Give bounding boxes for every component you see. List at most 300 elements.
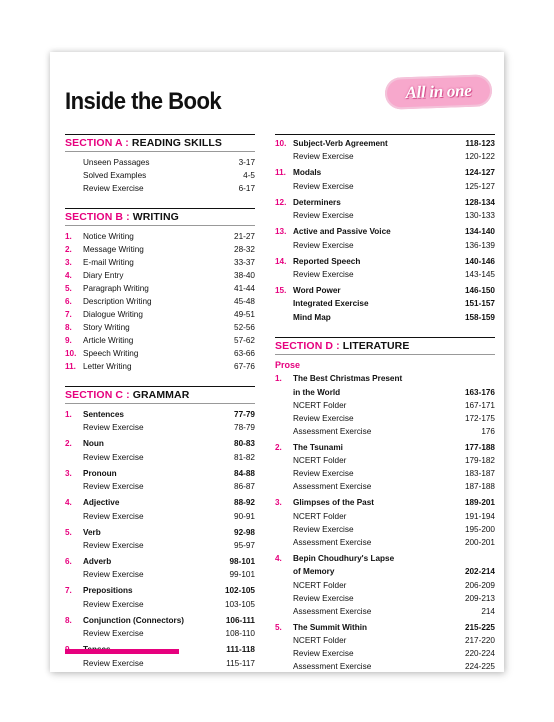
book-page xyxy=(50,52,504,672)
entry-pages: 103-105 xyxy=(224,599,255,609)
entry-number: 1. xyxy=(65,232,72,241)
entry-pages: 151-157 xyxy=(464,299,495,309)
entry-title: Review Exercise xyxy=(83,658,144,668)
entry-pages: 81-82 xyxy=(234,452,255,462)
entry-pages: 41-44 xyxy=(234,284,255,293)
entry-number: 4. xyxy=(65,498,72,508)
entry-pages: 95-97 xyxy=(234,541,255,551)
toc-entry xyxy=(65,467,255,480)
toc-entry xyxy=(275,579,495,592)
entry-pages: 57-62 xyxy=(234,336,255,345)
entry-title: Adjective xyxy=(83,498,120,508)
toc-entry xyxy=(275,399,495,412)
section-title: READING SKILLS xyxy=(128,137,222,149)
entry-pages: 167-171 xyxy=(464,401,495,411)
entry-title: Review Exercise xyxy=(293,593,354,603)
entry-number xyxy=(275,647,293,660)
entry-title: NCERT Folder xyxy=(293,636,347,646)
entry-title: Review Exercise xyxy=(293,240,354,250)
entry-title: Notice Writing xyxy=(83,232,134,241)
toc-entry xyxy=(275,150,495,163)
toc-group xyxy=(65,526,255,552)
entry-pages: 49-51 xyxy=(234,310,255,319)
toc-entry xyxy=(65,421,255,434)
toc-entry xyxy=(65,269,255,282)
toc-entry xyxy=(65,256,255,269)
entry-number xyxy=(275,180,293,193)
entry-pages: 217-220 xyxy=(464,636,495,646)
toc-entry xyxy=(65,182,255,195)
entry-title: Modals xyxy=(293,168,322,178)
toc-entry xyxy=(275,621,495,634)
toc-entry xyxy=(65,526,255,539)
toc-entry xyxy=(65,555,255,568)
toc-group xyxy=(275,372,495,438)
toc-entry xyxy=(275,552,495,565)
toc-entry xyxy=(275,386,495,399)
section-heading xyxy=(275,337,495,355)
entry-number: 10. xyxy=(65,349,77,358)
entry-pages: 77-79 xyxy=(234,410,255,419)
entry-pages: 183-187 xyxy=(464,469,495,479)
toc-entry xyxy=(275,425,495,438)
section-label: SECTION C : xyxy=(65,389,130,401)
entry-pages: 45-48 xyxy=(234,297,255,306)
entry-number: 15. xyxy=(275,286,287,296)
entry-pages: 63-66 xyxy=(234,349,255,358)
entry-number xyxy=(275,536,293,549)
entry-title: Review Exercise xyxy=(83,541,144,551)
toc-entry xyxy=(65,598,255,611)
entry-title: Bepin Choudhury's Lapse xyxy=(293,553,395,563)
entry-title: The Summit Within xyxy=(293,622,368,632)
entry-pages: 120-122 xyxy=(464,152,495,162)
toc-entry xyxy=(275,634,495,647)
toc-group xyxy=(65,467,255,493)
toc-entry xyxy=(275,268,495,281)
toc-entry xyxy=(65,243,255,256)
entry-pages: 134-140 xyxy=(464,227,495,237)
entry-pages: 146-150 xyxy=(464,286,495,296)
entry-title: Unseen Passages xyxy=(83,158,150,167)
entry-title: The Best Christmas Present xyxy=(293,374,403,384)
entry-title: Reported Speech xyxy=(293,256,361,266)
entry-pages: 115-117 xyxy=(226,658,255,668)
entry-pages: 108-110 xyxy=(225,629,255,639)
entry-number xyxy=(275,523,293,536)
entry-title: Description Writing xyxy=(83,297,152,306)
toc-group xyxy=(275,284,495,324)
entry-number: 11. xyxy=(275,168,286,178)
entry-number xyxy=(275,579,293,592)
toc-entry xyxy=(65,627,255,640)
entry-pages: 214 xyxy=(481,606,495,616)
section-title: GRAMMAR xyxy=(129,389,190,401)
entry-number xyxy=(275,150,293,163)
toc-entry xyxy=(275,311,495,324)
entry-number xyxy=(275,209,293,222)
entry-number xyxy=(275,467,293,480)
entry-number: 7. xyxy=(65,586,72,596)
entry-number: 5. xyxy=(65,527,72,537)
toc-entry xyxy=(275,660,495,673)
entry-number xyxy=(275,239,293,252)
toc-group xyxy=(65,614,255,640)
toc-entry xyxy=(65,321,255,334)
entry-number: 6. xyxy=(65,297,72,306)
section-label: SECTION B : xyxy=(65,211,130,223)
section-heading xyxy=(65,386,255,404)
toc-entry xyxy=(65,451,255,464)
entry-title: Review Exercise xyxy=(83,629,144,639)
entry-pages: 224-225 xyxy=(464,662,495,672)
entry-title: NCERT Folder xyxy=(293,456,347,466)
entry-title: Paragraph Writing xyxy=(83,284,149,293)
entry-number: 3. xyxy=(275,498,282,508)
section-spacer xyxy=(65,376,255,386)
toc-group xyxy=(275,137,495,163)
entry-title: Noun xyxy=(83,439,104,449)
toc-group xyxy=(275,166,495,192)
section-spacer xyxy=(65,198,255,208)
toc-entry xyxy=(65,308,255,321)
entry-number: 13. xyxy=(275,227,287,237)
entry-pages: 102-105 xyxy=(224,586,255,596)
toc-entry xyxy=(65,282,255,295)
entry-title: Glimpses of the Past xyxy=(293,498,374,508)
entry-pages: 28-32 xyxy=(234,245,255,254)
entry-number: 10. xyxy=(275,139,287,148)
entry-title: Mind Map xyxy=(293,312,331,322)
entry-pages: 172-175 xyxy=(464,414,495,424)
toc-group xyxy=(275,496,495,548)
toc-entry xyxy=(275,565,495,578)
entry-title: Assessment Exercise xyxy=(293,427,372,437)
entry-title: Review Exercise xyxy=(293,524,354,534)
entry-number: 4. xyxy=(275,553,282,563)
toc-group xyxy=(65,584,255,610)
entry-pages: 21-27 xyxy=(234,232,255,241)
entry-title: Review Exercise xyxy=(83,184,144,193)
entry-number: 12. xyxy=(275,197,287,207)
entry-number xyxy=(65,510,83,523)
entry-pages: 136-139 xyxy=(464,240,495,250)
toc-entry xyxy=(65,496,255,509)
entry-number xyxy=(65,480,83,493)
entry-pages: 98-101 xyxy=(229,557,255,567)
entry-title: Review Exercise xyxy=(293,469,354,479)
entry-number xyxy=(275,592,293,605)
entry-title: Review Exercise xyxy=(83,423,144,433)
logo-text: All in one xyxy=(405,80,472,103)
entry-number xyxy=(275,311,293,324)
entry-title: Review Exercise xyxy=(83,482,144,492)
entry-pages: 202-214 xyxy=(464,567,495,577)
section-label: SECTION D : xyxy=(275,340,340,353)
entry-title: NCERT Folder xyxy=(293,401,347,411)
entry-pages: 163-176 xyxy=(464,387,495,397)
entry-pages: 118-123 xyxy=(465,139,495,148)
entry-title: Conjunction (Connectors) xyxy=(83,615,184,625)
toc-entry xyxy=(275,196,495,209)
entry-title: Verb xyxy=(83,527,101,537)
entry-number xyxy=(275,510,293,523)
entry-pages: 220-224 xyxy=(464,649,495,659)
entry-pages: 80-83 xyxy=(234,439,255,449)
entry-pages: 206-209 xyxy=(464,580,495,590)
entry-title: Assessment Exercise xyxy=(293,606,372,616)
toc-entry xyxy=(275,605,495,618)
entry-title: Review Exercise xyxy=(83,452,144,462)
toc-entry xyxy=(65,437,255,450)
entry-number xyxy=(65,182,83,195)
entry-pages: 88-92 xyxy=(234,498,255,508)
entry-title: Story Writing xyxy=(83,323,130,332)
entry-number xyxy=(275,634,293,647)
toc-entry xyxy=(275,510,495,523)
entry-title: Sentences xyxy=(83,410,124,419)
entry-pages: 111-118 xyxy=(226,645,255,655)
entry-number xyxy=(275,399,293,412)
toc-entry xyxy=(65,657,255,670)
section-heading xyxy=(65,208,255,226)
section-title: LITERATURE xyxy=(339,340,410,353)
toc-entry xyxy=(275,441,495,454)
entry-number: 14. xyxy=(275,256,287,266)
entry-number xyxy=(275,454,293,467)
toc-entry xyxy=(65,230,255,243)
toc-group xyxy=(65,156,255,195)
entry-pages: 158-159 xyxy=(464,312,495,322)
entry-pages: 125-127 xyxy=(464,181,495,191)
entry-pages: 67-76 xyxy=(234,362,255,371)
toc-entry xyxy=(275,297,495,310)
entry-title: Review Exercise xyxy=(293,270,354,280)
entry-number xyxy=(275,297,293,310)
entry-title: Article Writing xyxy=(83,336,134,345)
toc-entry xyxy=(275,592,495,605)
toc-group xyxy=(275,196,495,222)
entry-title: Assessment Exercise xyxy=(293,537,372,547)
toc-entry xyxy=(65,408,255,421)
entry-pages: 191-194 xyxy=(464,511,495,521)
entry-number: 2. xyxy=(65,439,72,449)
page-title: Inside the Book xyxy=(65,88,222,115)
entry-number: 3. xyxy=(65,468,72,478)
toc-group xyxy=(65,437,255,463)
entry-number xyxy=(275,480,293,493)
toc-entry xyxy=(275,536,495,549)
entry-pages: 90-91 xyxy=(234,511,255,521)
toc-entry xyxy=(65,539,255,552)
entry-pages: 195-200 xyxy=(464,524,495,534)
toc-entry xyxy=(65,614,255,627)
toc-entry xyxy=(65,334,255,347)
entry-pages: 130-133 xyxy=(464,211,495,221)
section-title: WRITING xyxy=(129,211,179,223)
entry-title: Review Exercise xyxy=(293,414,354,424)
entry-title: Review Exercise xyxy=(293,181,354,191)
entry-title: Adverb xyxy=(83,557,112,567)
toc-group xyxy=(275,255,495,281)
toc-entry xyxy=(275,480,495,493)
toc-entry xyxy=(275,496,495,509)
entry-number xyxy=(65,169,83,182)
toc-entry xyxy=(275,255,495,268)
pink-accent-bar xyxy=(65,649,179,654)
entry-pages: 209-213 xyxy=(464,593,495,603)
entry-number: 11. xyxy=(65,362,76,371)
toc-entry xyxy=(275,166,495,179)
entry-title: Word Power xyxy=(293,286,341,296)
entry-number xyxy=(275,386,293,399)
toc-entry xyxy=(275,209,495,222)
entry-number xyxy=(275,268,293,281)
section-label: SECTION A : xyxy=(65,137,129,149)
entry-title: Speech Writing xyxy=(83,349,139,358)
toc-group xyxy=(65,496,255,522)
toc-entry xyxy=(275,180,495,193)
toc-entry xyxy=(65,169,255,182)
toc-entry xyxy=(275,467,495,480)
entry-title: Pronoun xyxy=(83,468,117,478)
entry-pages: 128-134 xyxy=(464,197,495,207)
entry-pages: 124-127 xyxy=(464,168,495,178)
toc-group xyxy=(275,441,495,493)
entry-number: 2. xyxy=(275,443,282,453)
toc-entry xyxy=(275,647,495,660)
entry-pages: 78-79 xyxy=(234,423,255,433)
entry-number xyxy=(275,425,293,438)
prose-subheading: Prose xyxy=(275,360,301,371)
toc-entry xyxy=(65,347,255,360)
entry-pages: 106-111 xyxy=(225,615,255,625)
entry-title: The Tsunami xyxy=(293,443,343,453)
toc-entry xyxy=(65,510,255,523)
entry-number xyxy=(275,605,293,618)
entry-title: Diary Entry xyxy=(83,271,124,280)
entry-title: Assessment Exercise xyxy=(293,482,372,492)
entry-title: Prepositions xyxy=(83,586,133,596)
grammar-continued xyxy=(275,134,495,324)
toc-entry xyxy=(275,137,495,150)
entry-pages: 4-5 xyxy=(243,171,255,180)
toc-entry xyxy=(275,454,495,467)
entry-pages: 86-87 xyxy=(234,482,255,492)
entry-title: Review Exercise xyxy=(83,511,144,521)
entry-pages: 189-201 xyxy=(464,498,495,508)
entry-pages: 84-88 xyxy=(234,468,255,478)
entry-title: Review Exercise xyxy=(293,211,354,221)
right-column xyxy=(275,134,495,676)
toc-group xyxy=(65,230,255,373)
entry-pages: 177-188 xyxy=(464,443,495,453)
toc-group xyxy=(275,621,495,673)
entry-number: 8. xyxy=(65,615,72,625)
entry-number: 5. xyxy=(275,622,282,632)
toc-group xyxy=(275,552,495,618)
entry-title: Message Writing xyxy=(83,245,144,254)
toc-entry xyxy=(275,284,495,297)
toc-entry xyxy=(275,225,495,238)
entry-number xyxy=(65,451,83,464)
entry-title: Determiners xyxy=(293,197,341,207)
entry-pages: 187-188 xyxy=(464,482,495,492)
toc-entry xyxy=(65,584,255,597)
entry-number: 4. xyxy=(65,271,72,280)
toc-entry xyxy=(65,295,255,308)
entry-number xyxy=(65,156,83,169)
left-column xyxy=(65,134,255,673)
toc-group xyxy=(275,225,495,251)
toc-group xyxy=(65,643,255,669)
entry-number xyxy=(65,598,83,611)
entry-pages: 179-182 xyxy=(464,456,495,466)
entry-number xyxy=(65,657,83,670)
entry-title: Review Exercise xyxy=(293,152,354,162)
entry-title: Solved Examples xyxy=(83,171,147,180)
entry-title: Review Exercise xyxy=(83,599,144,609)
entry-title: NCERT Folder xyxy=(293,511,347,521)
entry-pages: 33-37 xyxy=(234,258,255,267)
entry-title: of Memory xyxy=(293,567,335,577)
entry-title: Subject-Verb Agreement xyxy=(293,139,388,148)
section-heading xyxy=(65,134,255,152)
entry-number: 9. xyxy=(65,336,72,345)
toc-entry xyxy=(275,412,495,425)
entry-title: E-mail Writing xyxy=(83,258,134,267)
entry-title: in the World xyxy=(293,387,341,397)
toc-entry xyxy=(275,372,495,385)
entry-title: Dialogue Writing xyxy=(83,310,143,319)
entry-number xyxy=(65,421,83,434)
toc-entry xyxy=(65,360,255,373)
entry-number: 7. xyxy=(65,310,72,319)
entry-pages: 200-201 xyxy=(464,537,495,547)
section-spacer xyxy=(275,327,495,337)
entry-pages: 3-17 xyxy=(238,158,255,167)
entry-number: 3. xyxy=(65,258,72,267)
entry-number xyxy=(65,568,83,581)
entry-pages: 38-40 xyxy=(234,271,255,280)
toc-entry xyxy=(275,239,495,252)
entry-pages: 176 xyxy=(481,427,495,437)
entry-number xyxy=(275,565,293,578)
entry-number xyxy=(65,539,83,552)
toc-entry xyxy=(65,156,255,169)
entry-number xyxy=(65,627,83,640)
entry-number: 1. xyxy=(65,410,72,419)
entry-title: Review Exercise xyxy=(293,649,354,659)
toc-entry xyxy=(65,480,255,493)
entry-pages: 143-145 xyxy=(464,270,495,280)
entry-number: 6. xyxy=(65,557,72,567)
entry-title: Integrated Exercise xyxy=(293,299,369,309)
entry-title: Assessment Exercise xyxy=(293,662,372,672)
entry-title: Letter Writing xyxy=(83,362,132,371)
entry-number: 8. xyxy=(65,323,72,332)
all-in-one-logo xyxy=(384,74,492,110)
entry-number xyxy=(275,412,293,425)
entry-pages: 6-17 xyxy=(238,184,255,193)
entry-pages: 99-101 xyxy=(229,570,255,580)
entry-title: Active and Passive Voice xyxy=(293,227,391,237)
entry-number xyxy=(275,660,293,673)
entry-number: 1. xyxy=(275,374,282,384)
entry-pages: 140-146 xyxy=(464,256,495,266)
entry-title: NCERT Folder xyxy=(293,580,347,590)
entry-number: 2. xyxy=(65,245,72,254)
